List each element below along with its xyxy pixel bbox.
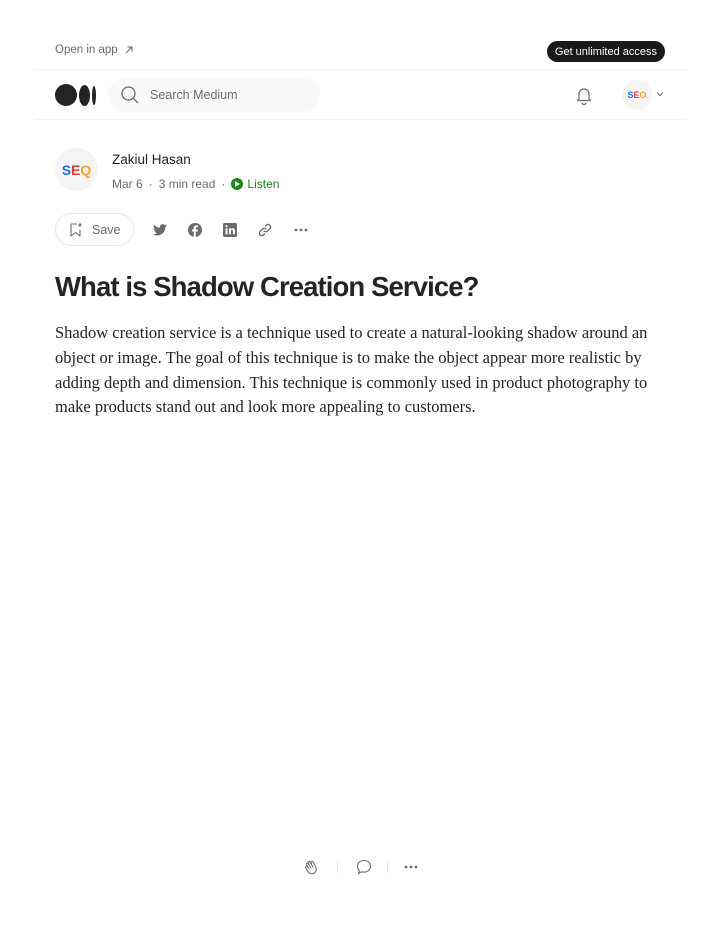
author-name[interactable]: Zakiul Hasan [112, 152, 191, 167]
author-avatar[interactable] [55, 148, 98, 191]
medium-logo[interactable] [55, 84, 96, 106]
article-title: What is Shadow Creation Service? [55, 271, 479, 302]
facebook-icon[interactable] [187, 222, 203, 238]
linkedin-icon[interactable] [222, 222, 238, 238]
more-icon[interactable] [403, 859, 419, 875]
top-banner [35, 38, 687, 70]
article-actions [55, 213, 655, 247]
chevron-down-icon[interactable] [655, 89, 665, 99]
save-label: Save [92, 222, 121, 237]
article-body: Shadow creation service is a technique used to create a natural-looking shadow around an object or image. The goal of this technique is to make the object appear more realistic by adding depth and dimension. This technique is commonly used in product photography to make products stand out and look more appealing to customers. [55, 323, 648, 417]
user-avatar[interactable] [622, 80, 652, 110]
open-in-app-label: Open in app [55, 44, 118, 56]
more-icon[interactable] [293, 222, 309, 238]
comment-icon[interactable] [355, 858, 373, 876]
author-avatar-letter-q: Q [80, 161, 92, 178]
divider [387, 861, 388, 873]
publish-date: Mar 6 [112, 177, 143, 191]
logo-ellipse-small [92, 86, 96, 105]
read-time: 3 min read [158, 177, 216, 191]
search-input[interactable] [150, 88, 300, 102]
open-in-app-link[interactable] [55, 44, 134, 56]
logo-ellipse-medium [79, 85, 90, 106]
author-avatar-letter-s: S [61, 161, 72, 178]
listen-button[interactable] [231, 177, 279, 191]
play-icon [231, 178, 243, 190]
clap-icon[interactable] [303, 858, 321, 876]
avatar-letter-o: O [639, 90, 647, 100]
twitter-icon[interactable] [152, 222, 168, 238]
link-icon[interactable] [257, 222, 273, 238]
article-footer-actions [300, 856, 430, 878]
avatar-letter-s: S [627, 90, 634, 100]
avatar-letter-e: E [633, 90, 640, 100]
navbar [35, 71, 687, 120]
bookmark-add-icon [68, 222, 84, 238]
bell-icon[interactable] [573, 84, 595, 106]
author-meta [112, 177, 279, 191]
search-bar[interactable] [108, 78, 320, 112]
open-in-app-arrow-icon [124, 45, 134, 55]
meta-separator: · [148, 177, 153, 191]
author-avatar-letter-e: E [71, 161, 81, 178]
listen-label: Listen [247, 177, 280, 191]
save-button[interactable] [55, 213, 134, 246]
meta-separator: · [221, 177, 226, 191]
search-icon [120, 85, 140, 105]
logo-circle-large [55, 84, 77, 106]
divider [337, 861, 338, 873]
get-unlimited-access-button[interactable]: Get unlimited access [547, 41, 665, 62]
